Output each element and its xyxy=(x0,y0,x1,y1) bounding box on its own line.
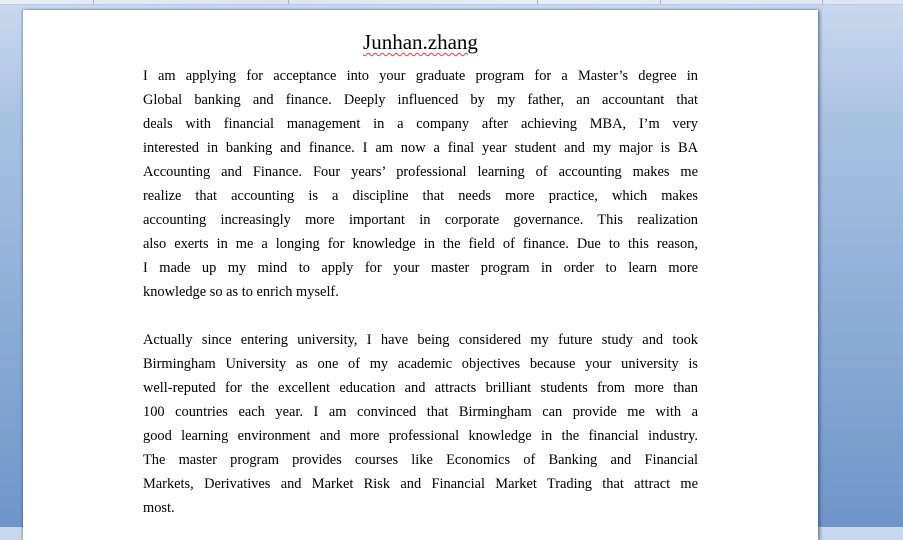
text-line: interested in banking and finance. I am now a final year student and my major is BA xyxy=(143,140,698,156)
ruler-tick xyxy=(93,0,94,4)
paragraph-1 xyxy=(143,64,698,304)
ruler-tick xyxy=(660,0,661,4)
ruler-tick xyxy=(288,0,289,4)
text-line: deals with financial management in a company after achieving MBA, I’m very xyxy=(143,116,698,132)
text-line: knowledge so as to enrich myself. xyxy=(143,284,339,300)
paragraph-2 xyxy=(143,328,698,520)
text-line: Accounting and Finance. Four years’ professional learning of accounting makes me xyxy=(143,164,698,180)
text-line: most. xyxy=(143,500,175,516)
text-line: well-reputed for the excellent education and attracts brilliant students from more than xyxy=(143,380,698,396)
text-line: Global banking and finance. Deeply influenced by my father, an accountant that xyxy=(143,92,698,108)
text-line: also exerts in me a longing for knowledge in the field of finance. Due to this reason, xyxy=(143,236,698,252)
text-line: Markets, Derivatives and Market Risk and Financial Market Trading that attract me xyxy=(143,476,698,492)
text-line: good learning environment and more professional knowledge in the financial industry. xyxy=(143,428,698,444)
text-line: Actually since entering university, I have being considered my future study and took xyxy=(143,332,698,348)
ruler-tick xyxy=(822,0,823,4)
document-page[interactable] xyxy=(23,10,818,540)
text-line: realize that accounting is a discipline that needs more practice, which makes xyxy=(143,188,698,204)
text-line: I made up my mind to apply for your master program in order to learn more xyxy=(143,260,698,276)
ruler-tick xyxy=(537,0,538,4)
title-text: Junhan.zhang xyxy=(363,30,478,54)
text-line: I am applying for acceptance into your graduate program for a Master’s degree in xyxy=(143,68,698,84)
text-line: accounting increasingly more important in corporate governance. This realization xyxy=(143,212,698,228)
text-line: 100 countries each year. I am convinced that Birmingham can provide me with a xyxy=(143,404,698,420)
text-line: Birmingham University as one of my academic objectives because your university is xyxy=(143,356,698,372)
text-line: The master program provides courses like Economics of Banking and Financial xyxy=(143,452,698,468)
document-title xyxy=(23,29,818,55)
top-toolbar-edge xyxy=(0,0,903,5)
